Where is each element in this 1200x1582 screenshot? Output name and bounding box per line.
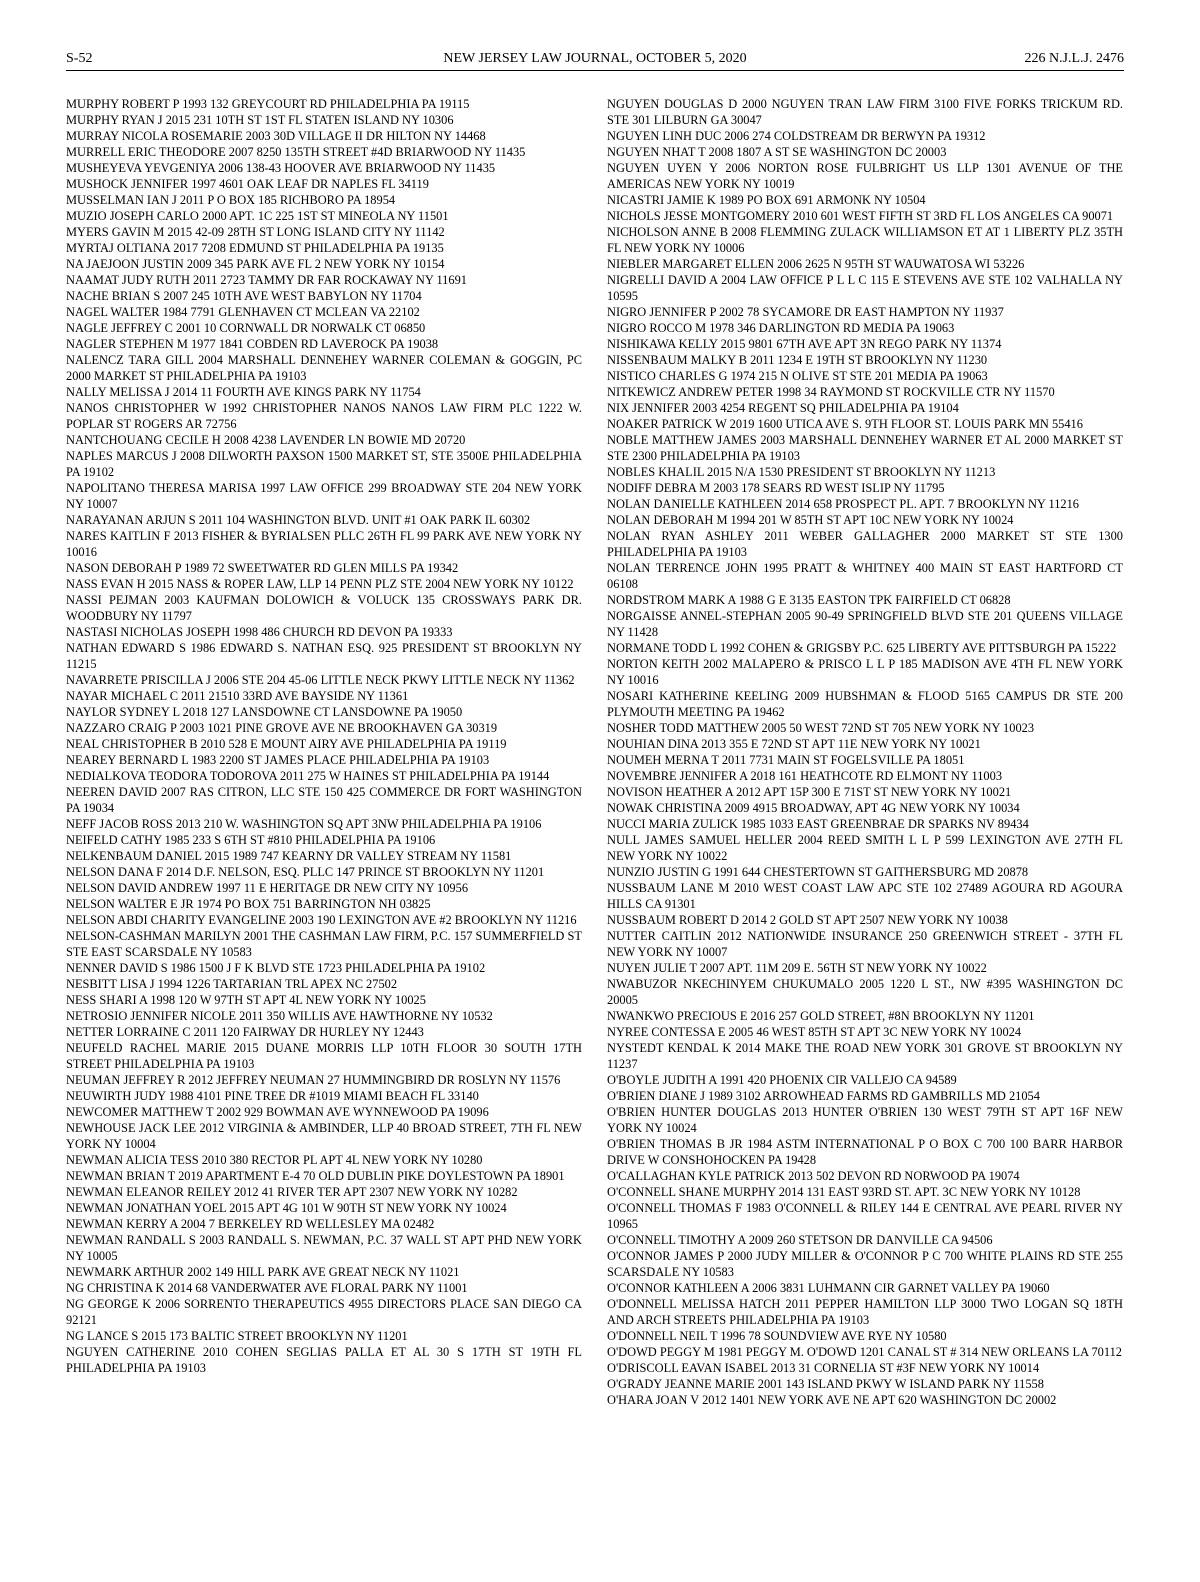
attorney-listing: NETROSIO JENNIFER NICOLE 2011 350 WILLIS AVE HAWTHORNE NY 10532 bbox=[66, 1009, 493, 1023]
attorney-listing: NOWAK CHRISTINA 2009 4915 BROADWAY, APT 4G NEW YORK NY 10034 bbox=[607, 801, 1020, 815]
attorney-listing: O'CONNELL SHANE MURPHY 2014 131 EAST 93RD ST. APT. 3C NEW YORK NY 10128 bbox=[607, 1185, 1081, 1199]
attorney-listing: NEWMARK ARTHUR 2002 149 HILL PARK AVE GREAT NECK NY 11021 bbox=[66, 1265, 460, 1279]
attorney-listing: NAGLE JEFFREY C 2001 10 CORNWALL DR NORWALK CT 06850 bbox=[66, 321, 426, 335]
attorney-listing: O'DONNELL MELISSA HATCH 2011 PEPPER HAMILTON LLP 3000 TWO LOGAN SQ 18TH AND ARCH STREETS PHILADELPHIA PA 19103 bbox=[607, 1297, 1123, 1327]
attorney-listing: NICHOLS JESSE MONTGOMERY 2010 601 WEST FIFTH ST 3RD FL LOS ANGELES CA 90071 bbox=[607, 209, 1114, 223]
attorney-listing: NGUYEN UYEN Y 2006 NORTON ROSE FULBRIGHT US LLP 1301 AVENUE OF THE AMERICAS NEW YORK NY 10019 bbox=[607, 161, 1123, 191]
attorney-listing: NEWMAN ALICIA TESS 2010 380 RECTOR PL APT 4L NEW YORK NY 10280 bbox=[66, 1153, 483, 1167]
attorney-listing: NUSSBAUM LANE M 2010 WEST COAST LAW APC STE 102 27489 AGOURA RD AGOURA HILLS CA 91301 bbox=[607, 881, 1123, 911]
attorney-listing: NGUYEN CATHERINE 2010 COHEN SEGLIAS PALLA ET AL 30 S 17TH ST 19TH FL PHILADELPHIA PA 19103 bbox=[66, 1345, 582, 1375]
attorney-listing: NWANKWO PRECIOUS E 2016 257 GOLD STREET, #8N BROOKLYN NY 11201 bbox=[607, 1009, 1035, 1023]
attorney-listing: O'GRADY JEANNE MARIE 2001 143 ISLAND PKWY W ISLAND PARK NY 11558 bbox=[607, 1377, 1044, 1391]
attorney-listing: NALENCZ TARA GILL 2004 MARSHALL DENNEHEY WARNER COLEMAN & GOGGIN, PC 2000 MARKET ST PHILADELPHIA PA 19103 bbox=[66, 353, 582, 383]
page-header bbox=[66, 50, 1124, 71]
attorney-listing: NEIFELD CATHY 1985 233 S 6TH ST #810 PHILADELPHIA PA 19106 bbox=[66, 833, 436, 847]
attorney-listing: NARAYANAN ARJUN S 2011 104 WASHINGTON BLVD. UNIT #1 OAK PARK IL 60302 bbox=[66, 513, 531, 527]
right-column bbox=[607, 96, 1123, 1408]
attorney-listing: O'DONNELL NEIL T 1996 78 SOUNDVIEW AVE RYE NY 10580 bbox=[607, 1329, 947, 1343]
attorney-listing: NOAKER PATRICK W 2019 1600 UTICA AVE S. 9TH FLOOR ST. LOUIS PARK MN 55416 bbox=[607, 417, 1083, 431]
attorney-listing: NEUFELD RACHEL MARIE 2015 DUANE MORRIS LLP 10TH FLOOR 30 SOUTH 17TH STREET PHILADELPHIA PA 19103 bbox=[66, 1041, 582, 1071]
attorney-listing: NEDIALKOVA TEODORA TODOROVA 2011 275 W HAINES ST PHILADELPHIA PA 19144 bbox=[66, 769, 550, 783]
attorney-listing: MURPHY ROBERT P 1993 132 GREYCOURT RD PHILADELPHIA PA 19115 bbox=[66, 97, 470, 111]
attorney-listing: NICASTRI JAMIE K 1989 PO BOX 691 ARMONK NY 10504 bbox=[607, 193, 926, 207]
attorney-listing: NEWMAN ELEANOR REILEY 2012 41 RIVER TER APT 2307 NEW YORK NY 10282 bbox=[66, 1185, 518, 1199]
attorney-listing: NGUYEN NHAT T 2008 1807 A ST SE WASHINGTON DC 20003 bbox=[607, 145, 947, 159]
attorney-listing: NEUMAN JEFFREY R 2012 JEFFREY NEUMAN 27 HUMMINGBIRD DR ROSLYN NY 11576 bbox=[66, 1073, 561, 1087]
attorney-listing: NELSON ABDI CHARITY EVANGELINE 2003 190 LEXINGTON AVE #2 BROOKLYN NY 11216 bbox=[66, 913, 577, 927]
attorney-listing: NUTTER CAITLIN 2012 NATIONWIDE INSURANCE 250 GREENWICH STREET - 37TH FL NEW YORK NY 10007 bbox=[607, 929, 1123, 959]
attorney-listing: NEWMAN RANDALL S 2003 RANDALL S. NEWMAN, P.C. 37 WALL ST APT PHD NEW YORK NY 10005 bbox=[66, 1233, 582, 1263]
attorney-listing: NGUYEN LINH DUC 2006 274 COLDSTREAM DR BERWYN PA 19312 bbox=[607, 129, 986, 143]
attorney-listing: NUNZIO JUSTIN G 1991 644 CHESTERTOWN ST GAITHERSBURG MD 20878 bbox=[607, 865, 1029, 879]
attorney-listing: NG GEORGE K 2006 SORRENTO THERAPEUTICS 4955 DIRECTORS PLACE SAN DIEGO CA 92121 bbox=[66, 1297, 582, 1327]
attorney-listing: NEFF JACOB ROSS 2013 210 W. WASHINGTON SQ APT 3NW PHILADELPHIA PA 19106 bbox=[66, 817, 542, 831]
attorney-listing: O'BOYLE JUDITH A 1991 420 PHOENIX CIR VALLEJO CA 94589 bbox=[607, 1073, 957, 1087]
attorney-listing: NOLAN DEBORAH M 1994 201 W 85TH ST APT 10C NEW YORK NY 10024 bbox=[607, 513, 1014, 527]
attorney-listing: NAGEL WALTER 1984 7791 GLENHAVEN CT MCLEAN VA 22102 bbox=[66, 305, 420, 319]
attorney-listing: NEWMAN BRIAN T 2019 APARTMENT E-4 70 OLD DUBLIN PIKE DOYLESTOWN PA 18901 bbox=[66, 1169, 565, 1183]
attorney-listing: NASS EVAN H 2015 NASS & ROPER LAW, LLP 14 PENN PLZ STE 2004 NEW YORK NY 10122 bbox=[66, 577, 574, 591]
attorney-listing: NANTCHOUANG CECILE H 2008 4238 LAVENDER LN BOWIE MD 20720 bbox=[66, 433, 466, 447]
attorney-listing: MURRELL ERIC THEODORE 2007 8250 135TH STREET #4D BRIARWOOD NY 11435 bbox=[66, 145, 526, 159]
attorney-listing: NEAREY BERNARD L 1983 2200 ST JAMES PLACE PHILADELPHIA PA 19103 bbox=[66, 753, 490, 767]
attorney-listing: O'CONNELL TIMOTHY A 2009 260 STETSON DR DANVILLE CA 94506 bbox=[607, 1233, 993, 1247]
attorney-listing: NG LANCE S 2015 173 BALTIC STREET BROOKLYN NY 11201 bbox=[66, 1329, 408, 1343]
attorney-listing: NEEREN DAVID 2007 RAS CITRON, LLC STE 150 425 COMMERCE DR FORT WASHINGTON PA 19034 bbox=[66, 785, 582, 815]
attorney-listing: NEWMAN KERRY A 2004 7 BERKELEY RD WELLESLEY MA 02482 bbox=[66, 1217, 435, 1231]
attorney-listing: NOLAN DANIELLE KATHLEEN 2014 658 PROSPECT PL. APT. 7 BROOKLYN NY 11216 bbox=[607, 497, 1080, 511]
attorney-listing: NASTASI NICHOLAS JOSEPH 1998 486 CHURCH RD DEVON PA 19333 bbox=[66, 625, 453, 639]
attorney-listing: NG CHRISTINA K 2014 68 VANDERWATER AVE FLORAL PARK NY 11001 bbox=[66, 1281, 468, 1295]
attorney-listing: NOUMEH MERNA T 2011 7731 MAIN ST FOGELSVILLE PA 18051 bbox=[607, 753, 965, 767]
attorney-listing: NAPOLITANO THERESA MARISA 1997 LAW OFFICE 299 BROADWAY STE 204 NEW YORK NY 10007 bbox=[66, 481, 582, 511]
attorney-listing: NIEBLER MARGARET ELLEN 2006 2625 N 95TH ST WAUWATOSA WI 53226 bbox=[607, 257, 1025, 271]
attorney-listing: NOVEMBRE JENNIFER A 2018 161 HEATHCOTE RD ELMONT NY 11003 bbox=[607, 769, 1003, 783]
attorney-listing: MURRAY NICOLA ROSEMARIE 2003 30D VILLAGE II DR HILTON NY 14468 bbox=[66, 129, 486, 143]
attorney-listing: NUSSBAUM ROBERT D 2014 2 GOLD ST APT 2507 NEW YORK NY 10038 bbox=[607, 913, 1008, 927]
attorney-listing: NIGRELLI DAVID A 2004 LAW OFFICE P L L C 115 E STEVENS AVE STE 102 VALHALLA NY 10595 bbox=[607, 273, 1123, 303]
attorney-listing: NESBITT LISA J 1994 1226 TARTARIAN TRL APEX NC 27502 bbox=[66, 977, 398, 991]
left-column bbox=[66, 96, 582, 1376]
attorney-listing: NWABUZOR NKECHINYEM CHUKUMALO 2005 1220 L ST., NW #395 WASHINGTON DC 20005 bbox=[607, 977, 1123, 1007]
attorney-listing: NA JAEJOON JUSTIN 2009 345 PARK AVE FL 2 NEW YORK NY 10154 bbox=[66, 257, 445, 271]
attorney-listing: NALLY MELISSA J 2014 11 FOURTH AVE KINGS PARK NY 11754 bbox=[66, 385, 421, 399]
attorney-listing: O'CALLAGHAN KYLE PATRICK 2013 502 DEVON RD NORWOOD PA 19074 bbox=[607, 1169, 1020, 1183]
attorney-listing: NORDSTROM MARK A 1988 G E 3135 EASTON TPK FAIRFIELD CT 06828 bbox=[607, 593, 1011, 607]
attorney-listing: NUYEN JULIE T 2007 APT. 11M 209 E. 56TH ST NEW YORK NY 10022 bbox=[607, 961, 987, 975]
attorney-listing: NELSON-CASHMAN MARILYN 2001 THE CASHMAN LAW FIRM, P.C. 157 SUMMERFIELD ST STE EAST SCARSDALE NY 10583 bbox=[66, 929, 582, 959]
attorney-listing: NARES KAITLIN F 2013 FISHER & BYRIALSEN PLLC 26TH FL 99 PARK AVE NEW YORK NY 10016 bbox=[66, 529, 582, 559]
attorney-listing: NAAMAT JUDY RUTH 2011 2723 TAMMY DR FAR ROCKAWAY NY 11691 bbox=[66, 273, 467, 287]
attorney-listing: NEWMAN JONATHAN YOEL 2015 APT 4G 101 W 90TH ST NEW YORK NY 10024 bbox=[66, 1201, 507, 1215]
attorney-listing: NASON DEBORAH P 1989 72 SWEETWATER RD GLEN MILLS PA 19342 bbox=[66, 561, 459, 575]
attorney-listing: NISTICO CHARLES G 1974 215 N OLIVE ST STE 201 MEDIA PA 19063 bbox=[607, 369, 988, 383]
attorney-listing: NANOS CHRISTOPHER W 1992 CHRISTOPHER NANOS NANOS LAW FIRM PLC 1222 W. POPLAR ST ROGERS AR 72756 bbox=[66, 401, 582, 431]
attorney-listing: NACHE BRIAN S 2007 245 10TH AVE WEST BABYLON NY 11704 bbox=[66, 289, 422, 303]
attorney-listing: NOSARI KATHERINE KEELING 2009 HUBSHMAN & FLOOD 5165 CAMPUS DR STE 200 PLYMOUTH MEETING PA 19462 bbox=[607, 689, 1123, 719]
page-number: S-52 bbox=[66, 51, 93, 66]
attorney-listing: MURPHY RYAN J 2015 231 10TH ST 1ST FL STATEN ISLAND NY 10306 bbox=[66, 113, 454, 127]
attorney-listing: NASSI PEJMAN 2003 KAUFMAN DOLOWICH & VOLUCK 135 CROSSWAYS PARK DR. WOODBURY NY 11797 bbox=[66, 593, 582, 623]
attorney-listing: O'CONNELL THOMAS F 1983 O'CONNELL & RILEY 144 E CENTRAL AVE PEARL RIVER NY 10965 bbox=[607, 1201, 1123, 1231]
attorney-listing: NORTON KEITH 2002 MALAPERO & PRISCO L L P 185 MADISON AVE 4TH FL NEW YORK NY 10016 bbox=[607, 657, 1123, 687]
attorney-listing: NAYLOR SYDNEY L 2018 127 LANSDOWNE CT LANSDOWNE PA 19050 bbox=[66, 705, 463, 719]
attorney-listing: NATHAN EDWARD S 1986 EDWARD S. NATHAN ESQ. 925 PRESIDENT ST BROOKLYN NY 11215 bbox=[66, 641, 582, 671]
attorney-listing: NOBLE MATTHEW JAMES 2003 MARSHALL DENNEHEY WARNER ET AL 2000 MARKET ST STE 2300 PHILADELPHIA PA 19103 bbox=[607, 433, 1123, 463]
attorney-listing: NORGAISSE ANNEL-STEPHAN 2005 90-49 SPRINGFIELD BLVD STE 201 QUEENS VILLAGE NY 11428 bbox=[607, 609, 1123, 639]
attorney-listing: NICHOLSON ANNE B 2008 FLEMMING ZULACK WILLIAMSON ET AT 1 LIBERTY PLZ 35TH FL NEW YORK NY 10006 bbox=[607, 225, 1123, 255]
attorney-listing: NEWCOMER MATTHEW T 2002 929 BOWMAN AVE WYNNEWOOD PA 19096 bbox=[66, 1105, 489, 1119]
attorney-listing: NELKENBAUM DANIEL 2015 1989 747 KEARNY DR VALLEY STREAM NY 11581 bbox=[66, 849, 512, 863]
attorney-listing: NAPLES MARCUS J 2008 DILWORTH PAXSON 1500 MARKET ST, STE 3500E PHILADELPHIA PA 19102 bbox=[66, 449, 582, 479]
attorney-listing: NYREE CONTESSA E 2005 46 WEST 85TH ST APT 3C NEW YORK NY 10024 bbox=[607, 1025, 1022, 1039]
attorney-listing: NAGLER STEPHEN M 1977 1841 COBDEN RD LAVEROCK PA 19038 bbox=[66, 337, 439, 351]
attorney-listing: NEWHOUSE JACK LEE 2012 VIRGINIA & AMBINDER, LLP 40 BROAD STREET, 7TH FL NEW YORK NY 10004 bbox=[66, 1121, 582, 1151]
attorney-listing: NYSTEDT KENDAL K 2014 MAKE THE ROAD NEW YORK 301 GROVE ST BROOKLYN NY 11237 bbox=[607, 1041, 1123, 1071]
attorney-listing: NAVARRETE PRISCILLA J 2006 STE 204 45-06 LITTLE NECK PKWY LITTLE NECK NY 11362 bbox=[66, 673, 575, 687]
publication-title: NEW JERSEY LAW JOURNAL, OCTOBER 5, 2020 bbox=[443, 51, 747, 66]
attorney-listing: NIGRO ROCCO M 1978 346 DARLINGTON RD MEDIA PA 19063 bbox=[607, 321, 955, 335]
attorney-listing: O'BRIEN THOMAS B JR 1984 ASTM INTERNATIONAL P O BOX C 700 100 BARR HARBOR DRIVE W CONSHOHOCKEN PA 19428 bbox=[607, 1137, 1123, 1167]
attorney-listing: NELSON DAVID ANDREW 1997 11 E HERITAGE DR NEW CITY NY 10956 bbox=[66, 881, 469, 895]
attorney-listing: NIGRO JENNIFER P 2002 78 SYCAMORE DR EAST HAMPTON NY 11937 bbox=[607, 305, 1004, 319]
attorney-listing: MYRTAJ OLTIANA 2017 7208 EDMUND ST PHILADELPHIA PA 19135 bbox=[66, 241, 444, 255]
attorney-listing: MUSSELMAN IAN J 2011 P O BOX 185 RICHBORO PA 18954 bbox=[66, 193, 396, 207]
attorney-listing: O'CONNOR KATHLEEN A 2006 3831 LUHMANN CIR GARNET VALLEY PA 19060 bbox=[607, 1281, 1050, 1295]
attorney-listing: NETTER LORRAINE C 2011 120 FAIRWAY DR HURLEY NY 12443 bbox=[66, 1025, 424, 1039]
attorney-listing: O'DRISCOLL EAVAN ISABEL 2013 31 CORNELIA ST #3F NEW YORK NY 10014 bbox=[607, 1361, 1040, 1375]
attorney-listing: O'HARA JOAN V 2012 1401 NEW YORK AVE NE APT 620 WASHINGTON DC 20002 bbox=[607, 1393, 1057, 1407]
attorney-listing: NOSHER TODD MATTHEW 2005 50 WEST 72ND ST 705 NEW YORK NY 10023 bbox=[607, 721, 1035, 735]
attorney-listing: NEUWIRTH JUDY 1988 4101 PINE TREE DR #1019 MIAMI BEACH FL 33140 bbox=[66, 1089, 479, 1103]
attorney-listing: NISHIKAWA KELLY 2015 9801 67TH AVE APT 3N REGO PARK NY 11374 bbox=[607, 337, 1002, 351]
attorney-listing: NUCCI MARIA ZULICK 1985 1033 EAST GREENBRAE DR SPARKS NV 89434 bbox=[607, 817, 1029, 831]
attorney-listing: NELSON DANA F 2014 D.F. NELSON, ESQ. PLLC 147 PRINCE ST BROOKLYN NY 11201 bbox=[66, 865, 545, 879]
attorney-listing: NISSENBAUM MALKY B 2011 1234 E 19TH ST BROOKLYN NY 11230 bbox=[607, 353, 988, 367]
attorney-listing: NEAL CHRISTOPHER B 2010 528 E MOUNT AIRY AVE PHILADELPHIA PA 19119 bbox=[66, 737, 507, 751]
attorney-listing: MUZIO JOSEPH CARLO 2000 APT. 1C 225 1ST ST MINEOLA NY 11501 bbox=[66, 209, 449, 223]
attorney-listing: MYERS GAVIN M 2015 42-09 28TH ST LONG ISLAND CITY NY 11142 bbox=[66, 225, 445, 239]
attorney-listing: NIX JENNIFER 2003 4254 REGENT SQ PHILADELPHIA PA 19104 bbox=[607, 401, 959, 415]
attorney-listing: NITKEWICZ ANDREW PETER 1998 34 RAYMOND ST ROCKVILLE CTR NY 11570 bbox=[607, 385, 1055, 399]
attorney-listing: NENNER DAVID S 1986 1500 J F K BLVD STE 1723 PHILADELPHIA PA 19102 bbox=[66, 961, 486, 975]
attorney-listing: MUSHEYEVA YEVGENIYA 2006 138-43 HOOVER AVE BRIARWOOD NY 11435 bbox=[66, 161, 496, 175]
attorney-listing: NORMANE TODD L 1992 COHEN & GRIGSBY P.C. 625 LIBERTY AVE PITTSBURGH PA 15222 bbox=[607, 641, 1117, 655]
attorney-listing: O'CONNOR JAMES P 2000 JUDY MILLER & O'CONNOR P C 700 WHITE PLAINS RD STE 255 SCARSDALE NY 10583 bbox=[607, 1249, 1123, 1279]
attorney-listing: NAYAR MICHAEL C 2011 21510 33RD AVE BAYSIDE NY 11361 bbox=[66, 689, 409, 703]
attorney-listing: NOBLES KHALIL 2015 N/A 1530 PRESIDENT ST BROOKLYN NY 11213 bbox=[607, 465, 996, 479]
attorney-listing: NOLAN TERRENCE JOHN 1995 PRATT & WHITNEY 400 MAIN ST EAST HARTFORD CT 06108 bbox=[607, 561, 1123, 591]
attorney-listing: O'BRIEN DIANE J 1989 3102 ARROWHEAD FARMS RD GAMBRILLS MD 21054 bbox=[607, 1089, 1040, 1103]
attorney-listing: NGUYEN DOUGLAS D 2000 NGUYEN TRAN LAW FIRM 3100 FIVE FORKS TRICKUM RD. STE 301 LILBURN GA 30047 bbox=[607, 97, 1123, 127]
attorney-listing: NULL JAMES SAMUEL HELLER 2004 REED SMITH L L P 599 LEXINGTON AVE 27TH FL NEW YORK NY 10022 bbox=[607, 833, 1123, 863]
attorney-listing: NAZZARO CRAIG P 2003 1021 PINE GROVE AVE NE BROOKHAVEN GA 30319 bbox=[66, 721, 498, 735]
attorney-listing: NOUHIAN DINA 2013 355 E 72ND ST APT 11E NEW YORK NY 10021 bbox=[607, 737, 981, 751]
attorney-listing: NOVISON HEATHER A 2012 APT 15P 300 E 71ST ST NEW YORK NY 10021 bbox=[607, 785, 1012, 799]
attorney-listing: NESS SHARI A 1998 120 W 97TH ST APT 4L NEW YORK NY 10025 bbox=[66, 993, 426, 1007]
attorney-listing: O'DOWD PEGGY M 1981 PEGGY M. O'DOWD 1201 CANAL ST # 314 NEW ORLEANS LA 70112 bbox=[607, 1345, 1122, 1359]
attorney-listing: NODIFF DEBRA M 2003 178 SEARS RD WEST ISLIP NY 11795 bbox=[607, 481, 945, 495]
citation: 226 N.J.L.J. 2476 bbox=[1024, 51, 1124, 66]
attorney-listing: O'BRIEN HUNTER DOUGLAS 2013 HUNTER O'BRIEN 130 WEST 79TH ST APT 16F NEW YORK NY 10024 bbox=[607, 1105, 1123, 1135]
attorney-listing: MUSHOCK JENNIFER 1997 4601 OAK LEAF DR NAPLES FL 34119 bbox=[66, 177, 429, 191]
attorney-listing: NOLAN RYAN ASHLEY 2011 WEBER GALLAGHER 2000 MARKET ST STE 1300 PHILADELPHIA PA 19103 bbox=[607, 529, 1123, 559]
attorney-listing: NELSON WALTER E JR 1974 PO BOX 751 BARRINGTON NH 03825 bbox=[66, 897, 431, 911]
